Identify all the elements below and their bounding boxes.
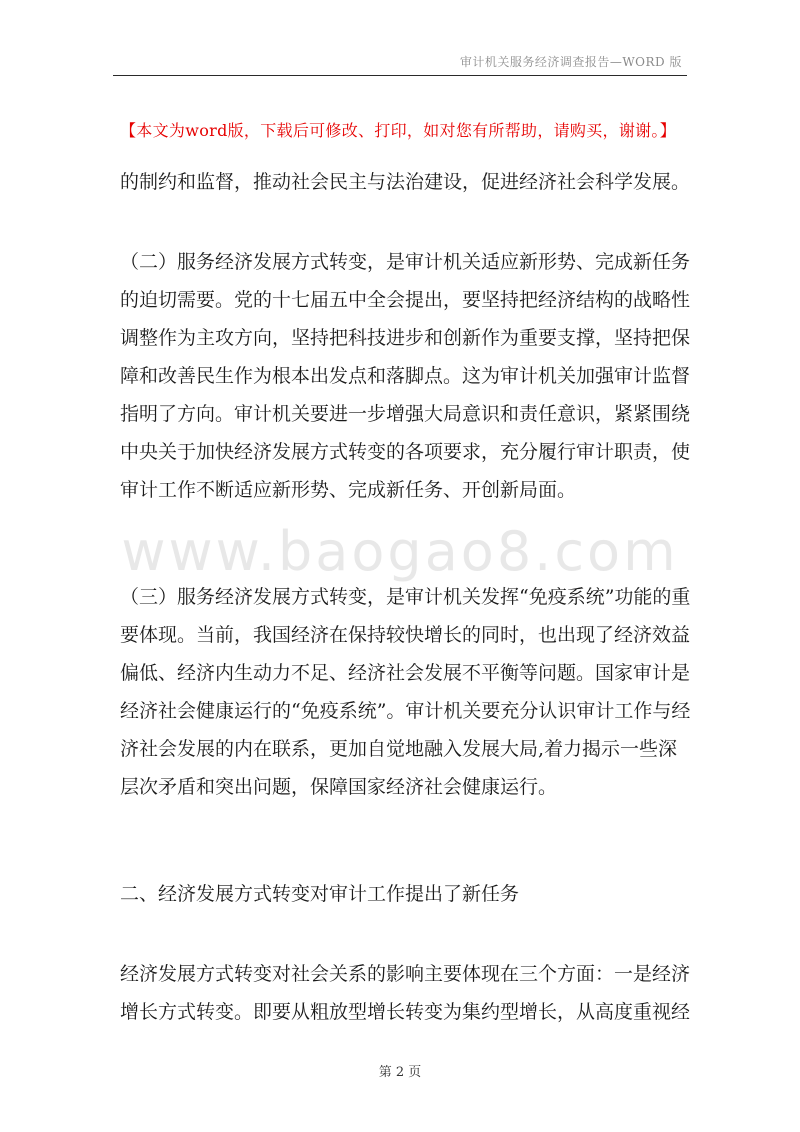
paragraph-line: 中央关于加快经济发展方式转变的各项要求，充分履行审计职责，使	[120, 441, 691, 463]
paragraph-line: 要体现。当前，我国经济在保持较快增长的同时，也出现了经济效益	[120, 624, 691, 646]
paragraph-line: 障和改善民生作为根本出发点和落脚点。这为审计机关加强审计监督	[120, 365, 691, 387]
paragraph-line: 层次矛盾和突出问题，保障国家经济社会健康运行。	[120, 776, 558, 798]
paragraph-section-2	[120, 243, 691, 509]
paragraph-line: 的制约和监督，推动社会民主与法治建设，促进经济社会科学发展。	[120, 171, 691, 193]
paragraph-line: 增长方式转变。即要从粗放型增长转变为集约型增长，从高度重视经	[120, 1001, 691, 1023]
paragraph-line: 指明了方向。审计机关要进一步增强大局意识和责任意识，紧紧围绕	[120, 403, 691, 425]
paragraph-line: （三）服务经济发展方式转变，是审计机关发挥“免疫系统”功能的重	[120, 586, 691, 608]
paragraph-line: 审计工作不断适应新形势、完成新任务、开创新局面。	[120, 479, 577, 501]
paragraph-line: 经济社会健康运行的“免疫系统”。审计机关要充分认识审计工作与经	[120, 700, 691, 722]
paragraph-line: 偏低、经济内生动力不足、经济社会发展不平衡等问题。国家审计是	[120, 662, 691, 684]
heading-line: 二、经济发展方式转变对审计工作提出了新任务	[120, 883, 520, 905]
paragraph-line: （二）服务经济发展方式转变，是审计机关适应新形势、完成新任务	[120, 251, 691, 273]
paragraph-continuation	[120, 163, 691, 201]
paragraph-line: 调整作为主攻方向，坚持把科技进步和创新作为重要支撑，坚持把保	[120, 327, 691, 349]
paragraph-body	[120, 955, 691, 1031]
document-header-title: 审计机关服务经济调查报告—WORD 版	[459, 55, 682, 69]
paragraph-line: 经济发展方式转变对社会关系的影响主要体现在三个方面：一是经济	[120, 963, 691, 985]
page-number: 第 2 页	[378, 1065, 422, 1080]
watermark: www.baogao8.com	[121, 520, 679, 583]
paragraph-line: 的迫切需要。党的十七届五中全会提出，要坚持把经济结构的战略性	[120, 289, 691, 311]
paragraph-line: 济社会发展的内在联系，更加自觉地融入发展大局,着力揭示一些深	[120, 738, 678, 760]
download-notice: 【本文为word版，下载后可修改、打印，如对您有所帮助，请购买，谢谢。】	[120, 121, 677, 140]
header-divider	[113, 75, 687, 76]
paragraph-section-3	[120, 578, 691, 806]
section-heading	[120, 875, 686, 913]
